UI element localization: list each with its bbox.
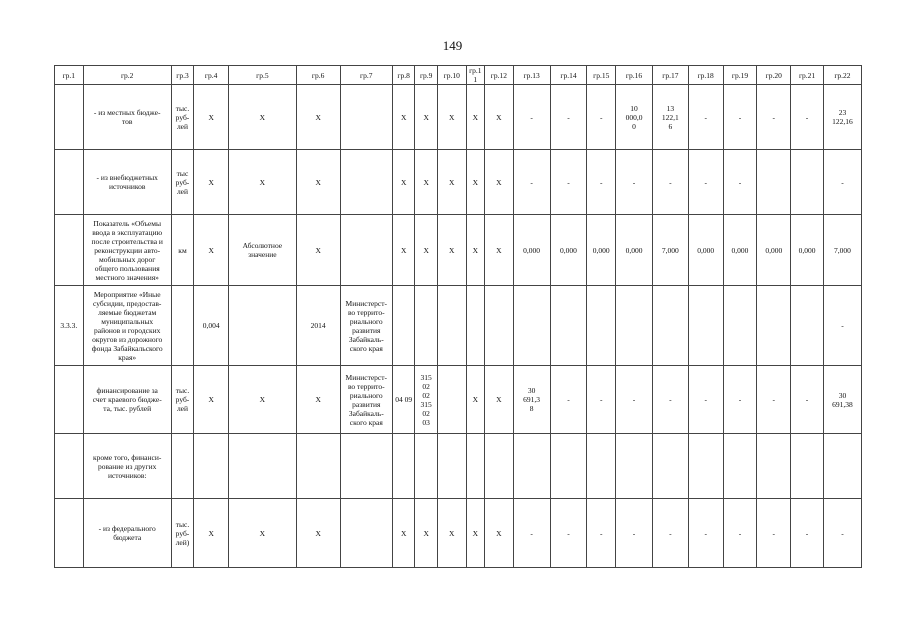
table-cell (340, 85, 392, 150)
table-cell: тыс. руб- лей (171, 366, 194, 434)
table-cell (485, 286, 514, 366)
column-header: гр.15 (587, 66, 616, 85)
table-cell: - (791, 366, 824, 434)
column-header: гр.10 (437, 66, 466, 85)
table-row (55, 434, 862, 499)
table-cell (587, 286, 616, 366)
table-cell: X (194, 215, 229, 286)
table-cell: - (587, 366, 616, 434)
table-cell (392, 434, 415, 499)
table-cell: 315 02 02 315 02 03 (415, 366, 438, 434)
table-cell: Министерст- во террито- риального развития Забайкаль- ского края (340, 366, 392, 434)
table-cell (791, 150, 824, 215)
table-cell: X (437, 499, 466, 568)
data-table (54, 65, 862, 568)
column-header: гр.21 (791, 66, 824, 85)
table-cell (55, 366, 84, 434)
table-cell: - (688, 150, 723, 215)
table-cell: X (229, 499, 297, 568)
table-cell: 0,000 (587, 215, 616, 286)
table-cell: - (550, 366, 587, 434)
table-cell: - (688, 499, 723, 568)
table-cell: X (296, 499, 340, 568)
table-cell: X (296, 366, 340, 434)
table-cell: X (392, 215, 415, 286)
table-cell: X (415, 85, 438, 150)
table-cell (392, 286, 415, 366)
table-cell: 04 09 (392, 366, 415, 434)
table-cell (229, 434, 297, 499)
column-header: гр.16 (616, 66, 653, 85)
table-cell (171, 434, 194, 499)
table-cell: X (229, 85, 297, 150)
table-cell: - (513, 499, 550, 568)
table-cell (466, 286, 484, 366)
table-row (55, 286, 862, 366)
table-cell (757, 150, 791, 215)
table-cell: 10 000,0 0 (616, 85, 653, 150)
table-cell: - (757, 499, 791, 568)
table-cell: - (723, 366, 757, 434)
table-cell: - (513, 150, 550, 215)
table-cell: X (392, 85, 415, 150)
table-cell (652, 286, 688, 366)
column-header: гр.2 (83, 66, 171, 85)
table-cell (757, 434, 791, 499)
table-cell: - из местных бюдже- тов (83, 85, 171, 150)
column-header: гр.14 (550, 66, 587, 85)
table-cell (513, 286, 550, 366)
table-cell: 0,000 (513, 215, 550, 286)
table-row (55, 215, 862, 286)
table-cell (550, 434, 587, 499)
table-cell: X (485, 366, 514, 434)
table-cell: 0,004 (194, 286, 229, 366)
column-header: гр.13 (513, 66, 550, 85)
table-row (55, 85, 862, 150)
table-cell: X (296, 215, 340, 286)
table-cell: 23 122,16 (823, 85, 861, 150)
table-cell (340, 215, 392, 286)
table-cell: X (229, 150, 297, 215)
table-cell: 0,000 (757, 215, 791, 286)
column-header: гр.5 (229, 66, 297, 85)
column-header: гр.11 (466, 66, 484, 85)
column-header: гр.22 (823, 66, 861, 85)
table-cell: X (485, 85, 514, 150)
column-header: гр.4 (194, 66, 229, 85)
table-cell: - (688, 85, 723, 150)
table-cell: X (194, 366, 229, 434)
table-cell: - (616, 499, 653, 568)
table-cell: X (437, 150, 466, 215)
table-cell: X (485, 499, 514, 568)
column-header: гр.17 (652, 66, 688, 85)
table-cell: X (466, 215, 484, 286)
table-cell: - (791, 499, 824, 568)
table-cell: X (392, 499, 415, 568)
table-cell: X (296, 85, 340, 150)
table-row (55, 366, 862, 434)
table-cell: - (616, 150, 653, 215)
table-cell (415, 434, 438, 499)
table-cell (616, 434, 653, 499)
table-cell: X (194, 150, 229, 215)
table-cell: 30 691,38 (823, 366, 861, 434)
table-cell: X (229, 366, 297, 434)
table-cell: X (437, 215, 466, 286)
table-cell: 30 691,3 8 (513, 366, 550, 434)
table-cell: X (466, 366, 484, 434)
table-cell: - (550, 499, 587, 568)
table-cell: - (616, 366, 653, 434)
column-header: гр.9 (415, 66, 438, 85)
table-cell: X (296, 150, 340, 215)
table-cell: - (550, 85, 587, 150)
table-cell (688, 434, 723, 499)
page-number: 149 (442, 38, 463, 53)
table-cell (466, 434, 484, 499)
table-cell: 0,000 (550, 215, 587, 286)
table-cell: Показатель «Объемы ввода в эксплуатацию после строительства и реконструкции авто- мобильных дорог общего пользования местного значения» (83, 215, 171, 286)
table-cell: 0,000 (723, 215, 757, 286)
table-cell: тыс руб- лей (171, 150, 194, 215)
table-cell: X (466, 85, 484, 150)
table-cell: X (392, 150, 415, 215)
column-header: гр.6 (296, 66, 340, 85)
table-cell: - (587, 150, 616, 215)
table-cell: - (652, 366, 688, 434)
column-header: гр.1 (55, 66, 84, 85)
table-cell: 7,000 (823, 215, 861, 286)
table-cell: X (485, 150, 514, 215)
table-cell: - (823, 499, 861, 568)
table-cell (55, 499, 84, 568)
table-cell: - (587, 499, 616, 568)
table-cell (55, 150, 84, 215)
column-header: гр.3 (171, 66, 194, 85)
table-cell (652, 434, 688, 499)
table-cell: - (513, 85, 550, 150)
table-cell: тыс. руб- лей) (171, 499, 194, 568)
table-cell: 2014 (296, 286, 340, 366)
table-cell (55, 215, 84, 286)
table-cell (340, 434, 392, 499)
table-cell (415, 286, 438, 366)
table-cell (823, 434, 861, 499)
table-cell (55, 85, 84, 150)
table-cell: - (652, 499, 688, 568)
table-cell (437, 366, 466, 434)
column-header: гр.12 (485, 66, 514, 85)
table-cell: тыс. руб- лей (171, 85, 194, 150)
table-cell: - (723, 85, 757, 150)
table-cell: - (723, 150, 757, 215)
table-cell (296, 434, 340, 499)
table-cell (616, 286, 653, 366)
table-cell: 0,000 (791, 215, 824, 286)
table-cell: 3.3.3. (55, 286, 84, 366)
table-cell: 0,000 (616, 215, 653, 286)
table-cell: - (723, 499, 757, 568)
column-header: гр.18 (688, 66, 723, 85)
table-cell (171, 286, 194, 366)
table-cell: X (415, 215, 438, 286)
column-header: гр.7 (340, 66, 392, 85)
column-header: гр.20 (757, 66, 791, 85)
table-cell: X (194, 85, 229, 150)
table-cell: - (823, 150, 861, 215)
table-cell: - из внебюджетных источников (83, 150, 171, 215)
table-cell (340, 499, 392, 568)
table-cell: финансирование за счет краевого бюдже- та, тыс. рублей (83, 366, 171, 434)
table-cell: Абсолютное значение (229, 215, 297, 286)
table-cell: 13 122,1 6 (652, 85, 688, 150)
table-cell: 0,000 (688, 215, 723, 286)
table-cell (437, 286, 466, 366)
table-row (55, 499, 862, 568)
table-cell: X (415, 499, 438, 568)
table-cell: - (757, 366, 791, 434)
table-cell: - из федерального бюджета (83, 499, 171, 568)
table-cell (340, 150, 392, 215)
table-cell (688, 286, 723, 366)
table-cell (791, 434, 824, 499)
table-cell: X (466, 499, 484, 568)
table-cell (485, 434, 514, 499)
table-cell (723, 286, 757, 366)
table-cell (587, 434, 616, 499)
table-cell (55, 434, 84, 499)
table-cell: - (688, 366, 723, 434)
table-cell: X (415, 150, 438, 215)
table-cell: - (587, 85, 616, 150)
table-cell: - (791, 85, 824, 150)
table-cell (513, 434, 550, 499)
table-cell (723, 434, 757, 499)
table-cell (757, 286, 791, 366)
table-cell: X (437, 85, 466, 150)
table-cell (791, 286, 824, 366)
table-cell: - (652, 150, 688, 215)
table-cell (229, 286, 297, 366)
table-cell: - (757, 85, 791, 150)
header-row (55, 66, 862, 85)
table-cell: - (550, 150, 587, 215)
table-cell: км (171, 215, 194, 286)
table-cell (194, 434, 229, 499)
table-cell: X (194, 499, 229, 568)
column-header: гр.8 (392, 66, 415, 85)
table-row (55, 150, 862, 215)
table-cell: - (823, 286, 861, 366)
table-cell: X (466, 150, 484, 215)
table-cell (550, 286, 587, 366)
table-cell: X (485, 215, 514, 286)
column-header: гр.19 (723, 66, 757, 85)
table-cell: кроме того, финанси- рование из других источников: (83, 434, 171, 499)
table-cell: Министерст- во террито- риального развития Забайкаль- ского края (340, 286, 392, 366)
table-cell (437, 434, 466, 499)
table-cell: Мероприятие «Иные субсидии, предостав- ляемые бюджетам муниципальных районов и городских округов из дорожного фонда Забайкальского края» (83, 286, 171, 366)
table-cell: 7,000 (652, 215, 688, 286)
